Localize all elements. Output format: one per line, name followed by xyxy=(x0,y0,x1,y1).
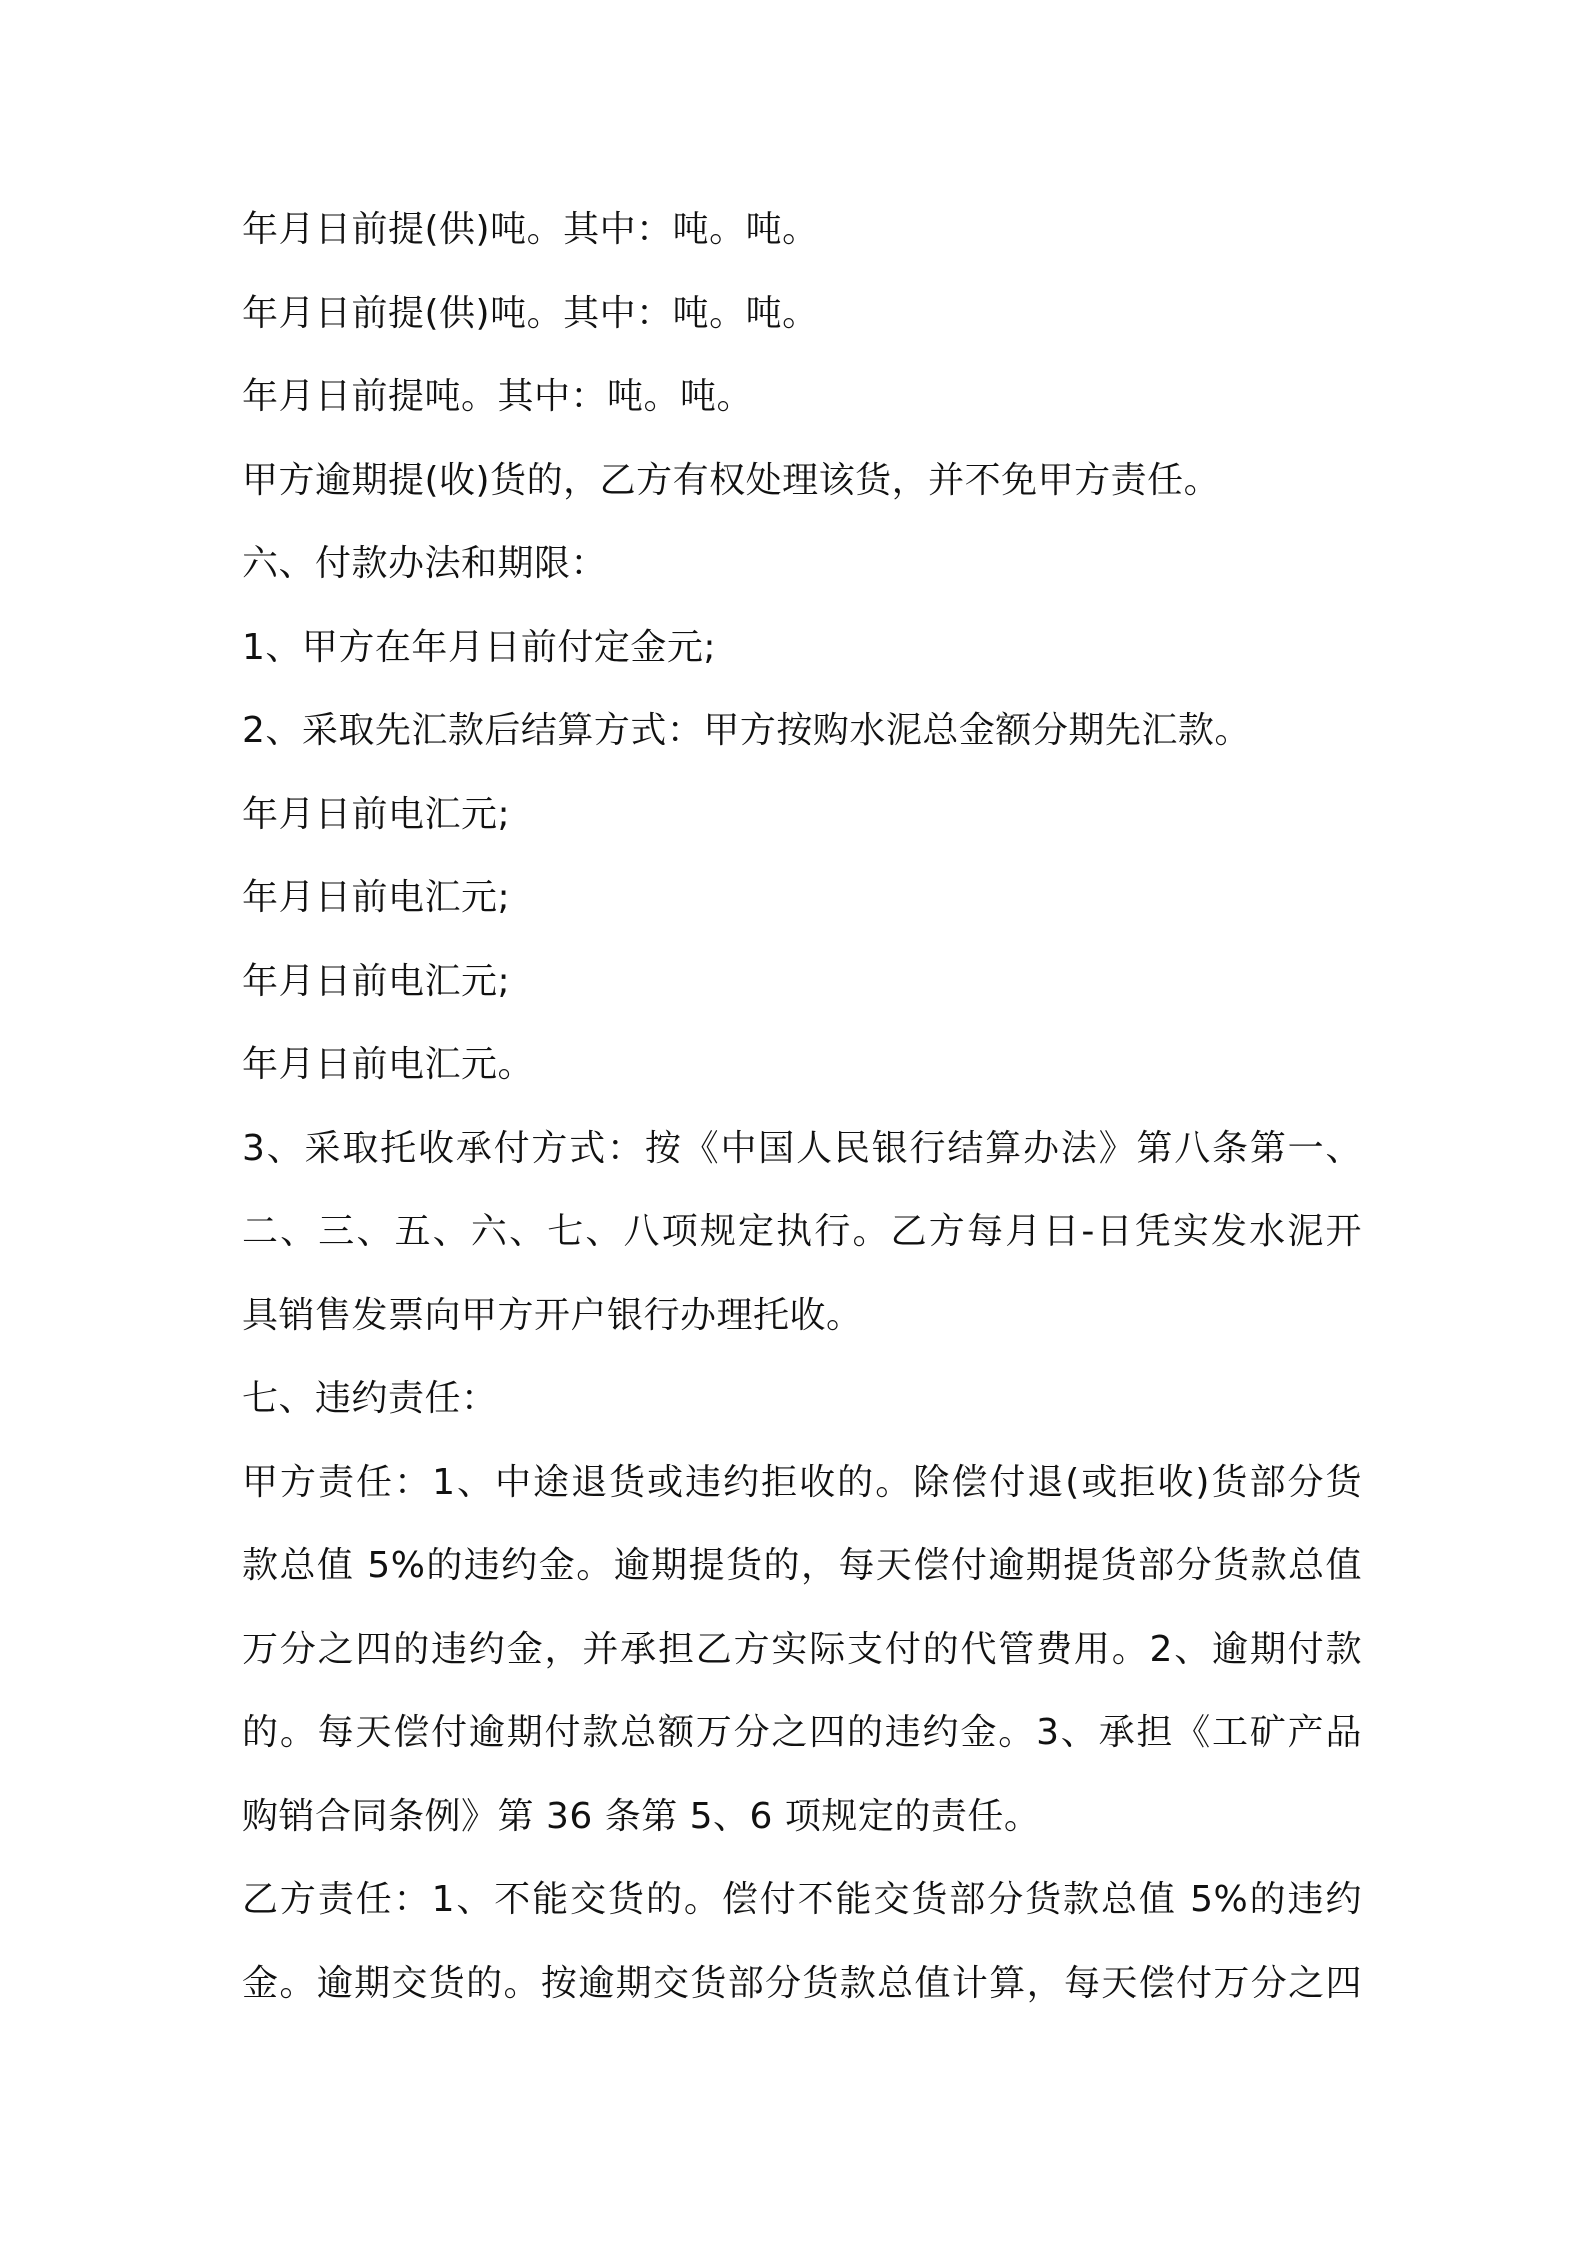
text-line: 具销售发票向甲方开户银行办理托收。 xyxy=(242,1295,863,1336)
section-heading: 六、付款办法和期限： xyxy=(242,543,608,584)
text-line: 甲方逾期提(收)货的，乙方有权处理该货，并不免甲方责任。 xyxy=(242,460,1221,501)
text-line: 购销合同条例》第 36 条第 5、6 项规定的责任。 xyxy=(242,1796,1041,1837)
text-line: 金。逾期交货的。按逾期交货部分货款总值计算，每天偿付万分之四 xyxy=(242,1963,1362,2004)
text-line: 年月日前电汇元; xyxy=(242,794,511,835)
text-line: 的。每天偿付逾期付款总额万分之四的违约金。3、承担《工矿产品 xyxy=(242,1712,1362,1753)
text-line: 年月日前提(供)吨。其中：吨。吨。 xyxy=(242,293,819,334)
text-line: 乙方责任：1、不能交货的。偿付不能交货部分货款总值 5%的违约 xyxy=(242,1879,1362,1920)
text-line: 3、采取托收承付方式：按《中国人民银行结算办法》第八条第一、 xyxy=(242,1128,1362,1169)
text-line: 年月日前电汇元。 xyxy=(242,1044,535,1085)
text-line: 1、甲方在年月日前付定金元; xyxy=(242,627,717,668)
text-line: 万分之四的违约金，并承担乙方实际支付的代管费用。2、逾期付款 xyxy=(242,1629,1362,1670)
text-line: 年月日前提(供)吨。其中：吨。吨。 xyxy=(242,209,819,250)
text-line: 年月日前电汇元; xyxy=(242,961,511,1002)
text-line: 年月日前电汇元; xyxy=(242,877,511,918)
text-line: 甲方责任：1、中途退货或违约拒收的。除偿付退(或拒收)货部分货 xyxy=(242,1462,1362,1503)
text-line: 款总值 5%的违约金。逾期提货的，每天偿付逾期提货部分货款总值 xyxy=(242,1545,1362,1586)
section-heading: 七、违约责任： xyxy=(242,1378,498,1419)
text-line: 二、三、五、六、七、八项规定执行。乙方每月日-日凭实发水泥开 xyxy=(242,1211,1362,1252)
text-line: 2、采取先汇款后结算方式：甲方按购水泥总金额分期先汇款。 xyxy=(242,710,1251,751)
text-line: 年月日前提吨。其中：吨。吨。 xyxy=(242,376,754,417)
